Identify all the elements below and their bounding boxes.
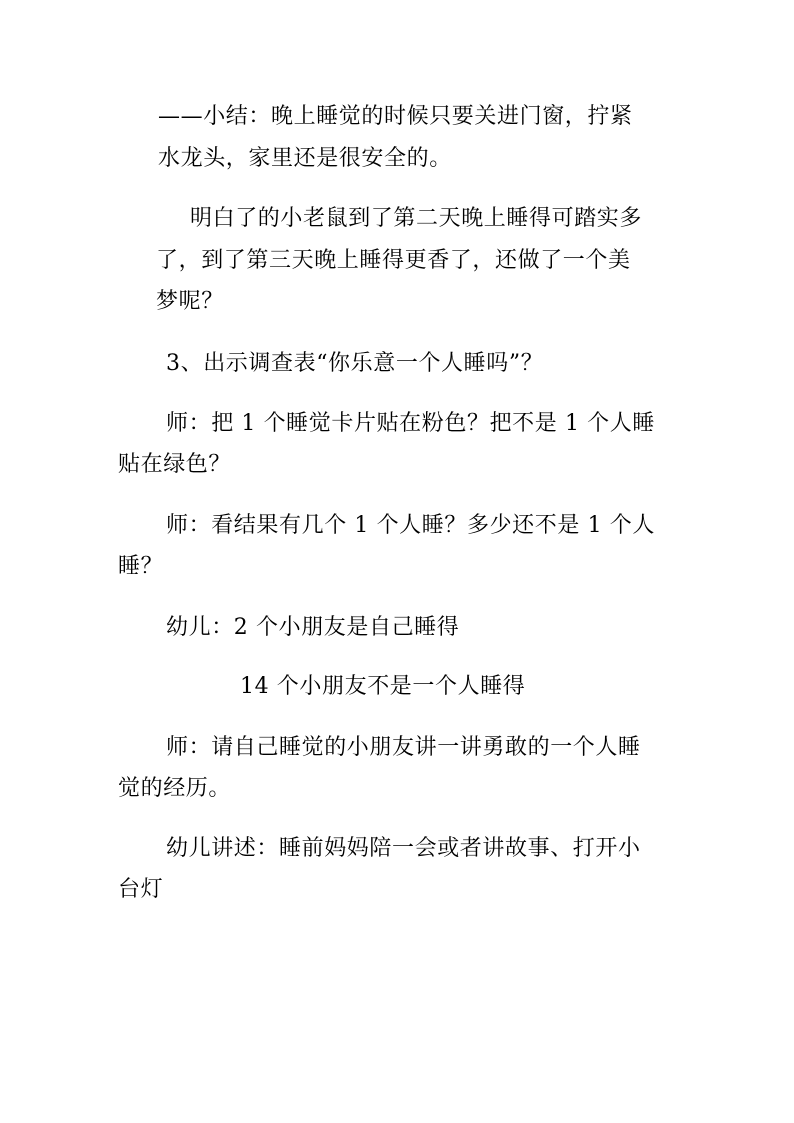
survey-heading: 3、出示调查表“你乐意一个人睡吗”？ [166, 351, 544, 376]
summary-line-1: ——小结：晚上睡觉的时候只要关进门窗，拧紧 [158, 104, 633, 129]
child-answer-line-1: 幼儿：2 个小朋友是自己睡得 [166, 615, 460, 640]
teacher-question-line-2: 睡？ [118, 554, 164, 579]
child-answer-line-2: 14 个小朋友不是一个人睡得 [240, 674, 526, 699]
teacher-request-line-2: 觉的经历。 [118, 776, 232, 801]
teacher-request-line-1: 师：请自己睡觉的小朋友讲一讲勇敢的一个人睡 [166, 735, 641, 760]
child-narration-line-1: 幼儿讲述：睡前妈妈陪一会或者讲故事、打开小 [166, 836, 641, 861]
story-line-2: 了，到了第三天晚上睡得更香了，还做了一个美 [156, 248, 631, 273]
summary-line-2: 水龙头，家里还是很安全的。 [158, 146, 452, 171]
teacher-instruction-line-1: 师：把 1 个睡觉卡片贴在粉色？把不是 1 个人睡 [166, 411, 655, 436]
child-narration-line-2: 台灯 [118, 877, 164, 902]
teacher-instruction-line-2: 贴在绿色？ [118, 452, 232, 477]
story-line-3: 梦呢？ [156, 289, 224, 314]
teacher-question-line-1: 师：看结果有几个 1 个人睡？多少还不是 1 个人 [166, 513, 655, 538]
story-line-1: 明白了的小老鼠到了第二天晚上睡得可踏实多 [190, 206, 643, 231]
